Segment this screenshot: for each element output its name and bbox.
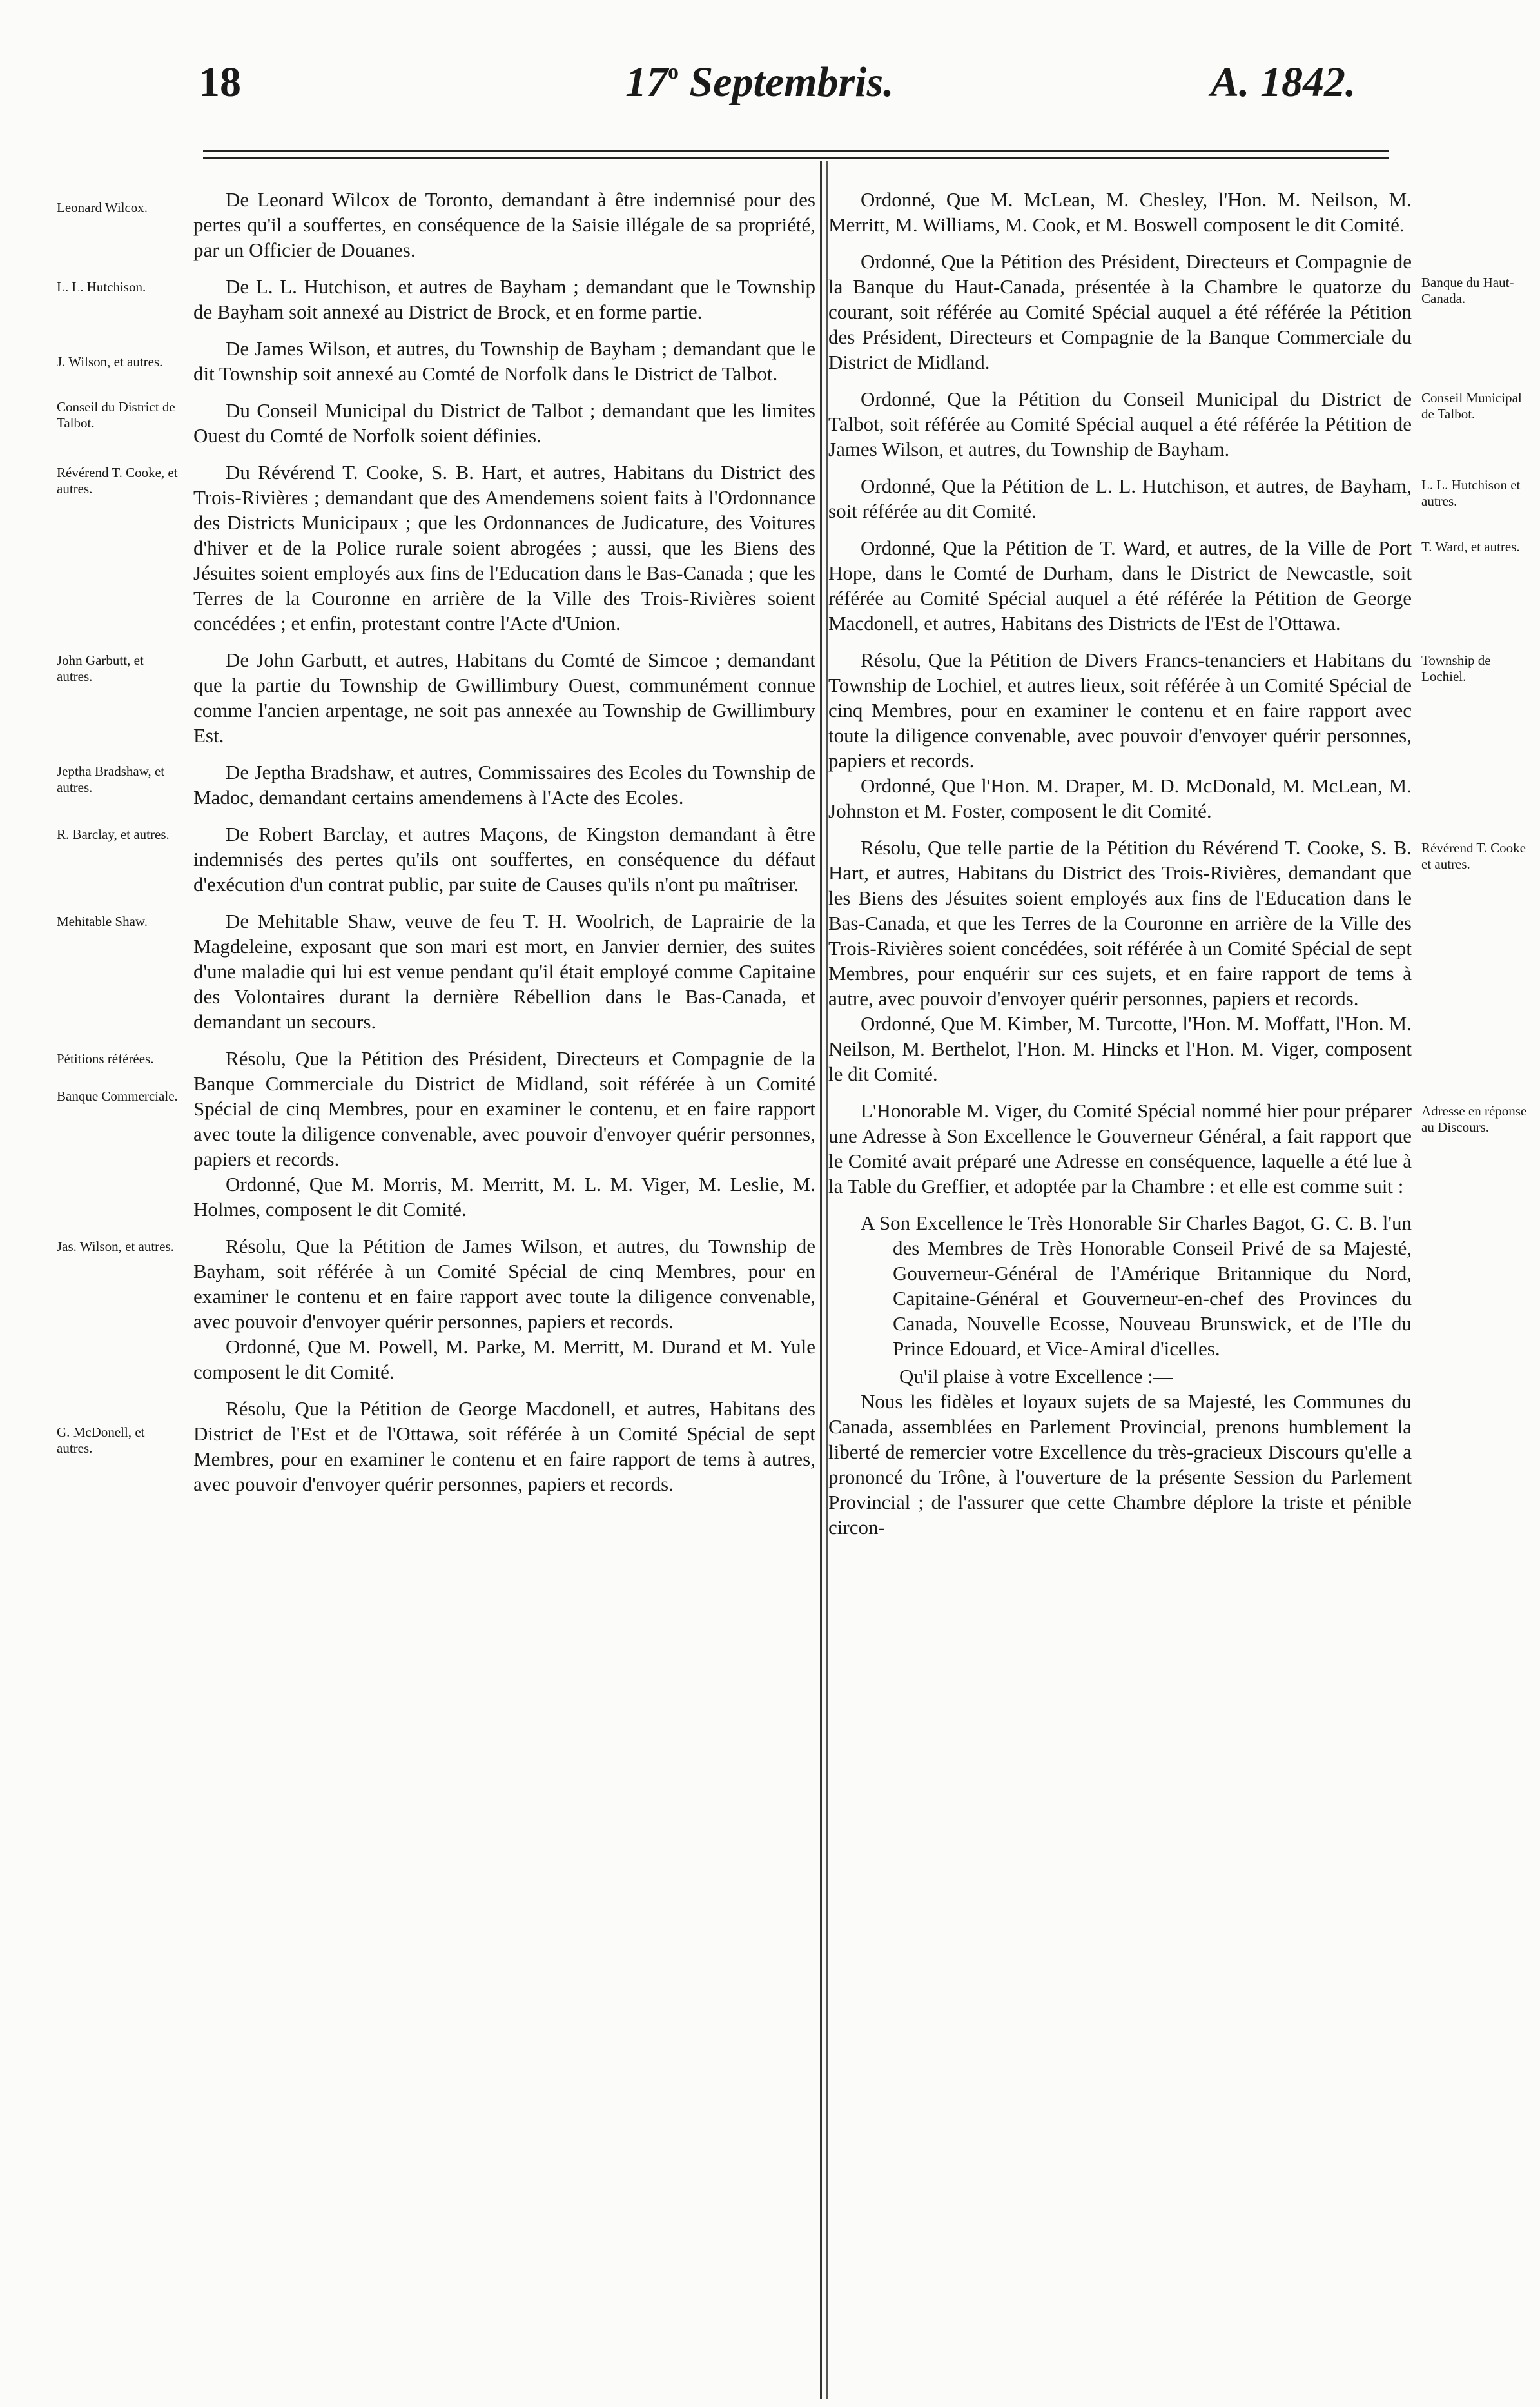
column-divider bbox=[820, 161, 822, 2399]
entry-cooke bbox=[57, 460, 815, 636]
resolution-text: Résolu, Que la Pétition de James Wilson, et autres, du Township de Bayham, soit référée à un Comité Spécial de cinq Membres, pour en examiner le contenu et en faire rapport avec toute la diligence convenable, avec pouvoir d'envoyer quérir personnes, papiers et records. bbox=[193, 1235, 815, 1333]
margin-note: L. L. Hutchison et autres. bbox=[1421, 477, 1521, 509]
resolution-text: Résolu, Que la Pétition de Divers Francs-tenanciers et Habitans du Township de Lochiel, et autres lieux, soit référée à un Comité Spécial de cinq Membres, pour en examiner le contenu et en faire rapport avec toute la diligence convenable, avec pouvoir d'envoyer quérir personnes, papiers et records. bbox=[828, 649, 1412, 772]
entry-text: De Leonard Wilcox de Toronto, demandant à être indemnisé pour des pertes qu'il a souffertes, en conséquence de la Saisie illégale de sa propriété, par un Officier de Douanes. bbox=[193, 188, 815, 261]
report-text: L'Honorable M. Viger, du Comité Spécial nommé hier pour préparer une Adresse à Son Excellence le Gouverneur Général, a fait rapport que le Comité avait préparé une Adresse en conséquence, laquelle a été lue à la Table du Greffier, et adoptée par la Chambre : et elle est comme suit : bbox=[828, 1099, 1412, 1197]
date-superscript: o bbox=[668, 60, 679, 84]
column-divider-secondary bbox=[826, 161, 828, 2399]
margin-note: John Garbutt, et autres. bbox=[57, 653, 144, 684]
entry-address bbox=[828, 1210, 1412, 1540]
page-number: 18 bbox=[199, 59, 241, 106]
address-body: Nous les fidèles et loyaux sujets de sa Majesté, les Communes du Canada, assemblées en Parlement Provincial, prenons humblement la liberté de remercier votre Excellence du très-gracieux Discours qu'elle a prononcé du Trône, à l'ouverture de la présente Session du Parlement Provincial ; de l'assurer que cette Chambre déplore la triste et pénible circon- bbox=[828, 1390, 1412, 1538]
date-month: Septembris. bbox=[689, 59, 894, 106]
entry-text: De Jeptha Bradshaw, et autres, Commissaires des Ecoles du Township de Madoc, demandant certains amendemens à l'Acte des Ecoles. bbox=[193, 761, 815, 809]
entry-barclay bbox=[57, 821, 815, 897]
margin-note-secondary: Banque Commerciale. bbox=[57, 1088, 178, 1104]
entry-text: De John Garbutt, et autres, Habitans du Comté de Simcoe ; demandant que la partie du Township de Gwillimbury Ouest, communément connue comme l'ancien arpentage, ne soit pas annexée au Township de Gwillimbury Est. bbox=[193, 649, 815, 747]
entry-wilson-resolution bbox=[57, 1233, 815, 1384]
order-text: Ordonné, Que M. Morris, M. Merritt, M. L. M. Viger, M. Leslie, M. Holmes, composent le dit Comité. bbox=[193, 1173, 815, 1221]
margin-note: Adresse en réponse au Discours. bbox=[1421, 1103, 1527, 1135]
margin-note: R. Barclay, et autres. bbox=[57, 827, 170, 842]
entry-text: De Robert Barclay, et autres Maçons, de Kingston demandant à être indemnisés des pertes qu'ils ont souffertes, en conséquence du défaut d'exécution d'un contrat public, par suite de Causes qu'ils n'ont pu maîtriser. bbox=[193, 823, 815, 896]
order-text: Ordonné, Que la Pétition de T. Ward, et autres, de la Ville de Port Hope, dans le Comté de Durham, dans le District de Newcastle, soit référée au Comité Spécial auquel a été référée la Pétition de George Macdonell, et autres, Habitans des Districts de l'Est de l'Ottawa. bbox=[828, 536, 1412, 634]
entry-lochiel bbox=[828, 647, 1491, 823]
margin-note: Banque du Haut-Canada. bbox=[1421, 275, 1514, 306]
date-number: 17 bbox=[625, 59, 668, 106]
margin-note: Pétitions référées. bbox=[57, 1051, 154, 1066]
entry-hutchison bbox=[57, 274, 815, 324]
margin-note: T. Ward, et autres. bbox=[1421, 539, 1520, 555]
left-column bbox=[57, 187, 815, 1497]
margin-note: Révérend T. Cooke et autres. bbox=[1421, 840, 1526, 872]
entry-shaw bbox=[57, 909, 815, 1034]
entry-talbot-order bbox=[828, 386, 1522, 462]
resolution-text: Résolu, Que la Pétition des Président, Directeurs et Compagnie de la Banque Commerciale du District de Midland, soit référée à un Comité Spécial de cinq Membres, pour en examiner le contenu, et en faire rapport avec toute la diligence convenable, avec pouvoir d'envoyer quérir personnes, papiers et records. bbox=[193, 1047, 815, 1170]
entry-garbutt bbox=[57, 647, 815, 748]
entry-commerciale-resolution bbox=[57, 1046, 815, 1222]
margin-note: G. McDonell, et autres. bbox=[57, 1424, 145, 1456]
entry-order-committee bbox=[828, 187, 1412, 237]
margin-note: Leonard Wilcox. bbox=[57, 200, 148, 215]
entry-text: De L. L. Hutchison, et autres de Bayham ; demandant que le Township de Bayham soit annexé au District de Brock, et en forme partie. bbox=[193, 275, 815, 323]
margin-note: Révérend T. Cooke, et autres. bbox=[57, 465, 178, 496]
entry-bradshaw bbox=[57, 760, 815, 810]
order-text: Ordonné, Que M. McLean, M. Chesley, l'Hon. M. Neilson, M. Merritt, M. Williams, M. Cook, et M. Boswell composent le dit Comité. bbox=[828, 188, 1412, 236]
order-text: Ordonné, Que M. Powell, M. Parke, M. Merritt, M. Durand et M. Yule composent le dit Comité. bbox=[193, 1335, 815, 1383]
margin-note: L. L. Hutchison. bbox=[57, 279, 146, 295]
margin-note: J. Wilson, et autres. bbox=[57, 354, 163, 369]
entry-text: De James Wilson, et autres, du Township de Bayham ; demandant que le dit Township soit annexé au Comté de Norfolk dans le District de Talbot. bbox=[193, 337, 815, 385]
entry-haut-canada bbox=[828, 249, 1514, 375]
header-rule bbox=[203, 150, 1389, 152]
entry-ward-order bbox=[828, 535, 1520, 636]
right-column bbox=[828, 187, 1527, 1540]
order-text: Ordonné, Que l'Hon. M. Draper, M. D. McDonald, M. McLean, M. Johnston et M. Foster, composent le dit Comité. bbox=[828, 774, 1412, 822]
entry-cooke-resolution bbox=[828, 835, 1526, 1086]
order-text: Ordonné, Que M. Kimber, M. Turcotte, l'Hon. M. Moffatt, l'Hon. M. Neilson, M. Berthelot, l'Hon. M. Hincks et l'Hon. M. Viger, composent le dit Comité. bbox=[828, 1012, 1412, 1085]
entry-text: De Mehitable Shaw, veuve de feu T. H. Woolrich, de Laprairie de la Magdeleine, exposant que son mari est mort, en Janvier dernier, des suites d'une maladie qui lui est venue pendant qu'il était employé comme Capitaine des Volontaires durant la dernière Rébellion dans le Bas-Canada, et demandant un secours. bbox=[193, 910, 815, 1033]
entry-hutchison-order bbox=[828, 473, 1521, 524]
margin-note: Mehitable Shaw. bbox=[57, 914, 148, 929]
header-rule-thin bbox=[203, 157, 1389, 159]
margin-note: Jas. Wilson, et autres. bbox=[57, 1239, 174, 1254]
margin-note: Conseil Municipal de Talbot. bbox=[1421, 390, 1522, 422]
order-text: Ordonné, Que la Pétition des Président, Directeurs et Compagnie de la Banque du Haut-Canada, présentée à la Chambre le quatorze du courant, soit référée au Comité Spécial auquel a été référée la Pétition des Président, Directeurs et Compagnie de la Banque Commerciale du District de Midland. bbox=[828, 250, 1412, 373]
entry-wilcox bbox=[57, 187, 815, 262]
page-year: A. 1842. bbox=[1211, 59, 1356, 106]
margin-note: Jeptha Bradshaw, et autres. bbox=[57, 763, 165, 795]
margin-note: Township de Lochiel. bbox=[1421, 653, 1491, 684]
entry-wilson bbox=[57, 336, 815, 386]
entry-talbot-council bbox=[57, 398, 815, 448]
page-date bbox=[625, 61, 894, 104]
address-salutation: A Son Excellence le Très Honorable Sir Charles Bagot, G. C. B. l'un des Membres de Très Honorable Conseil Privé de sa Majesté, Gouverneur-Général de l'Amérique Britannique du Nord, Capitaine-Général et Gouverneur-en-chef des Provinces du Canada, Nouvelle Ecosse, Nouveau Brunswick, et de l'Ile du Prince Edouard, et Vice-Amiral d'icelles. bbox=[861, 1212, 1412, 1360]
address-opening: Qu'il plaise à votre Excellence :— bbox=[899, 1365, 1173, 1388]
entry-text: Du Conseil Municipal du District de Talbot ; demandant que les limites Ouest du Comté de Norfolk soient définies. bbox=[193, 399, 815, 447]
margin-note: Conseil du District de Talbot. bbox=[57, 399, 175, 431]
order-text: Ordonné, Que la Pétition du Conseil Municipal du District de Talbot, soit référée au Comité Spécial auquel a été référée la Pétition de James Wilson, et autres, du Township de Bayham. bbox=[828, 388, 1412, 460]
resolution-text: Résolu, Que telle partie de la Pétition du Révérend T. Cooke, S. B. Hart, et autres, Habitans du District des Trois-Rivières, demandant que les Biens des Jésuites soient employés aux fins de l'Education dans le Bas-Canada, et que les Terres de la Couronne en arrière de la Ville des Trois-Rivières soient concédées, soit référée à un Comité Spécial de sept Membres, pour enquérir sur ces sujets, et en faire rapport de tems à autre, avec pouvoir d'envoyer quérir personnes, papiers et records. bbox=[828, 836, 1412, 1010]
entry-macdonell-resolution bbox=[57, 1396, 815, 1497]
entry-address-report bbox=[828, 1098, 1527, 1199]
resolution-text: Résolu, Que la Pétition de George Macdonell, et autres, Habitans des District de l'Est et de l'Ottawa, soit référée à un Comité Spécial de sept Membres, pour en examiner le contenu et en faire rapport de tems à autres, avec pouvoir d'envoyer quérir personnes, papiers et records. bbox=[193, 1397, 815, 1495]
entry-text: Du Révérend T. Cooke, S. B. Hart, et autres, Habitans du District des Trois-Rivières ; demandant que des Amendemens soient faits à l'Ordonnance des Districts Municipaux ; que les Ordonnances de Judicature, des Voitures d'hiver et de la Police rurale soient abrogées ; aussi, que les Biens des Jésuites soient employés aux fins de l'Education dans le Bas-Canada ; que les Terres de la Couronne en arrière de la Ville des Trois-Rivières soient concédées ; et enfin, protestant contre l'Acte d'Union. bbox=[193, 461, 815, 634]
order-text: Ordonné, Que la Pétition de L. L. Hutchison, et autres, de Bayham, soit référée au dit Comité. bbox=[828, 475, 1412, 522]
